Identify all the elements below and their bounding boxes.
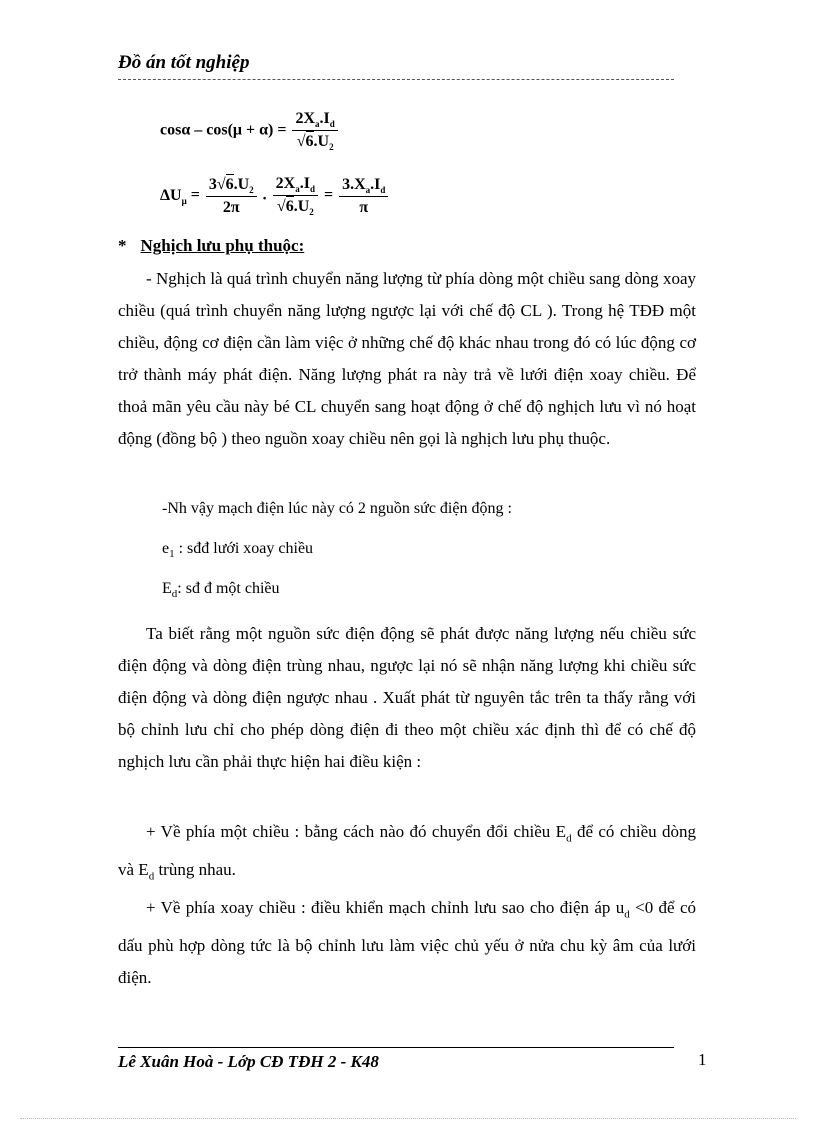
section-heading (118, 236, 304, 256)
page-number: 1 (698, 1050, 707, 1069)
formula-fraction (292, 110, 337, 152)
fraction-denominator: π (359, 198, 369, 216)
header-title: Đồ án tốt nghiệp (118, 52, 250, 73)
formula-lhs: cosα – cos(μ + α) = (160, 121, 287, 139)
footer-divider (118, 1047, 674, 1048)
page-bottom-border (20, 1118, 796, 1119)
fraction-denominator: $√6.U_2$ (276, 198, 314, 217)
line-e1: $e_1$ : sđđ lưới xoay chiều (162, 540, 314, 561)
bullet-star: * (118, 236, 127, 255)
fraction-numerator: $2X_a.I_d$ (273, 175, 318, 196)
paragraph-dc-side: + Về phía một chiều : bằng cách nào đó chuyển đổi chiều $E_d$ để có chiều dòng và $E_d$ trùng nhau. (118, 822, 697, 883)
formula-fraction-3 (339, 176, 388, 217)
equals-sign: = (190, 186, 200, 204)
header-divider (118, 79, 674, 80)
formula-cos-difference (160, 110, 340, 152)
equals-sign: = (323, 186, 334, 204)
line-ed: $E_d$: sđ đ một chiều (162, 580, 280, 601)
paragraph-definition: - Nghịch là quá trình chuyển năng lượng từ phía dòng một chiều sang dòng xoay chiều (quá trình chuyển năng lượng ngược lại với chế độ CL ). Trong hệ TĐĐ một chiều, động cơ điện cần làm việc ở những chế độ khác nhau trong đó có lúc động cơ trở thành máy phát điện. Năng lượng phát ra này trả về lưới điện xoay chiều. Để thoả mãn yêu cầu này bé CL chuyển sang hoạt động ở chế độ nghịch lưu vì nó hoạt động (đồng bộ ) theo nguồn xoay chiều nên gọi là nghịch lưu phụ thuộc. (118, 269, 696, 448)
paragraph-principle: Ta biết rằng một nguồn sức điện động sẽ phát được năng lượng nếu chiều sức điện động và dòng điện trùng nhau, ngược lại nó sẽ nhận năng lượng khi chiều sức điện động và dòng điện ngược nhau . Xuất phát từ nguyên tắc trên ta thấy rằng với bộ chỉnh lưu chỉ cho phép dòng điện đi theo một chiều xác định thì để có chế độ nghịch lưu cần phải thực hiện hai điều kiện : (118, 624, 696, 771)
fraction-denominator: $√6.U_2$ (296, 133, 334, 152)
fraction-numerator: $2X_a.I_d$ (292, 110, 337, 131)
formula-fraction-2 (273, 175, 318, 217)
formula-delta-u (160, 175, 390, 217)
fraction-denominator: 2π (222, 198, 240, 216)
fraction-numerator: $3√6.U_2$ (206, 176, 257, 197)
line-sources-count: -Nh vậy mạch điện lúc này có 2 nguồn sức điện động : (162, 500, 512, 517)
section-title: Nghịch lưu phụ thuộc: (140, 236, 305, 255)
multiply-dot: . (262, 186, 267, 204)
formula-fraction-1 (206, 176, 257, 217)
formula-lhs: $\Delta U_\mu$ (160, 186, 187, 206)
footer-author: Lê Xuân Hoà - Lớp CĐ TĐH 2 - K48 (118, 1052, 379, 1071)
paragraph-ac-side: + Về phía xoay chiều : điều khiển mạch chỉnh lưu sao cho điện áp $u_d <0$ để có dấu phù hợp dòng tức là bộ chỉnh lưu làm việc chủ yếu ở nửa chu kỳ âm của lưới điện. (118, 898, 696, 988)
fraction-numerator: $3.X_a.I_d$ (339, 176, 388, 197)
